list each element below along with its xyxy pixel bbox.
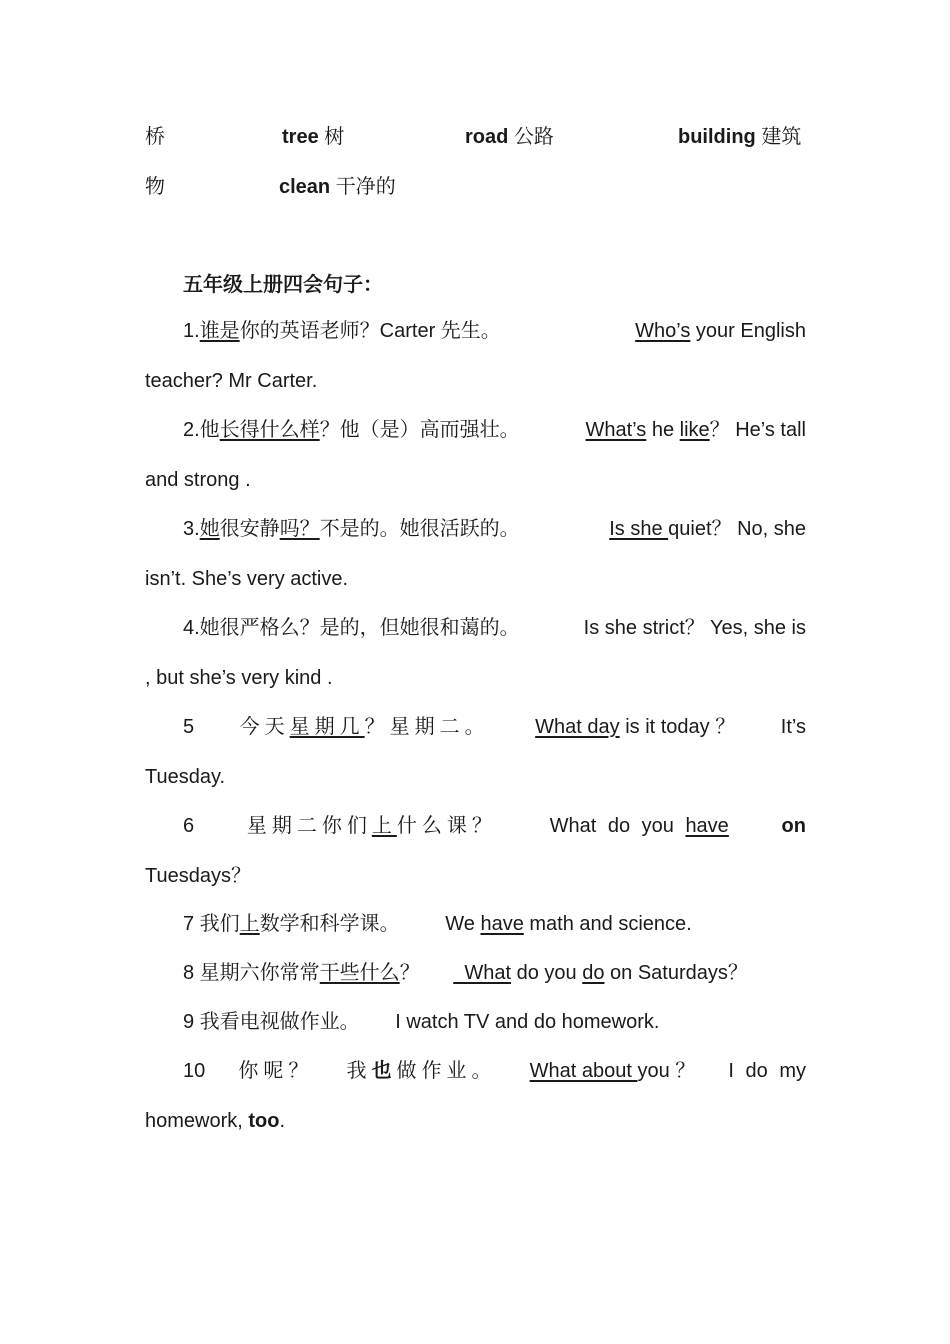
sentence-zh: 9 我看电视做作业。 <box>183 1011 360 1033</box>
sentence-5 <box>183 712 806 742</box>
sentence-zh: 8 星期六你常常干些什么？ <box>183 962 420 984</box>
sentence-zh: 7 我们上数学和科学课。 <box>183 913 400 935</box>
sentence-9 <box>183 1007 806 1037</box>
sentence-zh: 3.她很安静吗？不是的。她很活跃的。 <box>183 518 520 540</box>
sentence-zh: 2.他长得什么样？他（是）高而强壮。 <box>183 419 520 441</box>
sentence-6-continued: Tuesdays？ <box>145 865 251 887</box>
sentence-10 <box>183 1056 806 1086</box>
sentence-en: Is she strict？ Yes, she is <box>583 617 806 639</box>
sentence-en-answer: It’s <box>780 716 806 738</box>
sentence-number: 10 <box>183 1060 206 1082</box>
sentence-en: I watch TV and do homework. <box>395 1011 660 1033</box>
sentence-3-continued: isn’t. She’s very active. <box>145 568 349 590</box>
vocab-row-2 <box>145 172 806 202</box>
sentence-10-continued: homework, too. <box>145 1110 286 1132</box>
sentence-en: What do you have <box>549 815 729 837</box>
vocab-word: tree 树 <box>282 126 345 148</box>
section-heading: 五年级上册四会句子： <box>183 274 383 296</box>
sentence-number: 6 <box>183 815 195 837</box>
sentence-4-continued: , but she’s very kind . <box>145 667 333 689</box>
sentence-zh: 4.她很严格么？是的，但她很和蔼的。 <box>183 617 520 639</box>
sentence-3 <box>183 514 806 544</box>
sentence-en: Is she quiet？ No, she <box>609 518 806 540</box>
vocab-word: building 建筑 <box>678 126 802 148</box>
sentence-zh: 星期二你们上什么课？ <box>246 815 497 837</box>
sentence-en: What day is it today ？ <box>535 716 736 738</box>
sentence-en: What do you do on Saturdays？ <box>453 962 748 984</box>
sentence-zh-answer: 我也做作业。 <box>346 1060 497 1082</box>
sentence-8 <box>183 958 806 988</box>
vocab-word: clean 干净的 <box>279 176 396 198</box>
sentence-1-continued: teacher? Mr Carter. <box>145 370 318 392</box>
sentence-2-continued: and strong . <box>145 469 251 491</box>
vocab-word: 物 <box>145 176 165 198</box>
vocab-row-1 <box>145 122 806 152</box>
sentence-en-answer: I do my <box>728 1060 806 1082</box>
sentence-4 <box>183 613 806 643</box>
sentence-zh-question: 你呢？ <box>238 1060 314 1082</box>
sentence-en: What about you ？ <box>529 1060 696 1082</box>
sentence-number: 5 <box>183 716 195 738</box>
sentence-1 <box>183 316 806 346</box>
sentence-2 <box>183 415 806 445</box>
sentence-en: We have math and science. <box>445 913 692 935</box>
sentence-7 <box>183 909 806 939</box>
vocab-word: 桥 <box>145 126 165 148</box>
sentence-en: Who’s your English <box>635 320 806 342</box>
sentence-en-bold: on <box>781 815 806 837</box>
sentence-zh: 今天星期几？星期二。 <box>239 716 490 738</box>
sentence-en: What’s he like？ He’s tall <box>585 419 806 441</box>
sentence-5-continued: Tuesday. <box>145 766 226 788</box>
sentence-6 <box>183 811 806 841</box>
vocab-word: road 公路 <box>465 126 554 148</box>
sentence-zh: 1.谁是你的英语老师？Carter 先生。 <box>183 320 501 342</box>
